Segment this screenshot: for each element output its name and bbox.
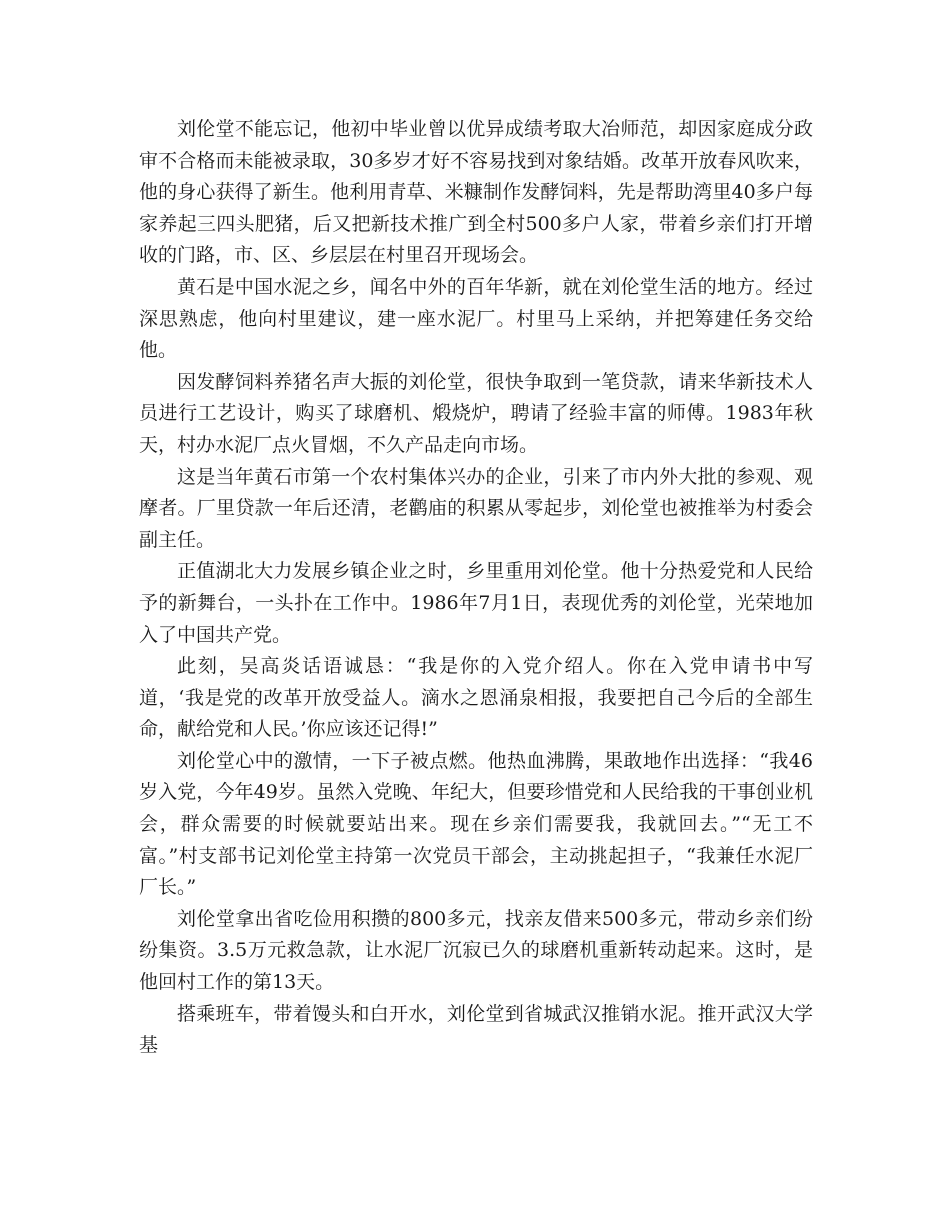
article-body <box>139 114 813 1062</box>
paragraph-3: 因发酵饲料养猪名声大振的刘伦堂，很快争取到一笔贷款，请来华新技术人员进行工艺设计，购买了球磨机、煅烧炉，聘请了经验丰富的师傅。1983年秋天，村办水泥厂点火冒烟，不久产品走向市场。 <box>139 370 813 456</box>
paragraph-2: 黄石是中国水泥之乡，闻名中外的百年华新，就在刘伦堂生活的地方。经过深思熟虑，他向村里建议，建一座水泥厂。村里马上采纳，并把筹建任务交给他。 <box>139 275 813 362</box>
paragraph-9: 搭乘班车，带着馒头和白开水，刘伦堂到省城武汉推销水泥。推开武汉大学基 <box>139 1002 813 1057</box>
paragraph-6: 此刻，吴高炎话语诚恳：“我是你的入党介绍人。你在入党申请书中写道，‘我是党的改革开放受益人。滴水之恩涌泉相报，我要把自己今后的全部生命，献给党和人民。’你应该还记得!” <box>139 655 813 741</box>
paragraph-7: 刘伦堂心中的激情，一下子被点燃。他热血沸腾，果敢地作出选择：“我46岁入党，今年49岁。虽然入党晚、年纪大，但要珍惜党和人民给我的干事创业机会，群众需要的时候就要站出来。现在乡亲们需要我，我就回去。”“无工不富。”村支部书记刘伦堂主持第一次党员干部会，主动挑起担子，“我兼任水泥厂厂长。” <box>139 749 813 899</box>
paragraph-4: 这是当年黄石市第一个农村集体兴办的企业，引来了市内外大批的参观、观摩者。厂里贷款一年后还清，老鹳庙的积累从零起步，刘伦堂也被推举为村委会副主任。 <box>139 465 813 551</box>
paragraph-5: 正值湖北大力发展乡镇企业之时，乡里重用刘伦堂。他十分热爱党和人民给予的新舞台，一头扑在工作中。1986年7月1日，表现优秀的刘伦堂，光荣地加入了中国共产党。 <box>139 560 813 646</box>
paragraph-8: 刘伦堂拿出省吃俭用积攒的800多元，找亲友借来500多元，带动乡亲们纷纷集资。3.5万元救急款，让水泥厂沉寂已久的球磨机重新转动起来。这时，是他回村工作的第13天。 <box>139 907 813 994</box>
paragraph-1: 刘伦堂不能忘记，他初中毕业曾以优异成绩考取大冶师范，却因家庭成分政审不合格而未能被录取，30多岁才好不容易找到对象结婚。改革开放春风吹来，他的身心获得了新生。他利用青草、米糠制作发酵饲料，先是帮助湾里40多户每家养起三四头肥猪，后又把新技术推广到全村500多户人家，带着乡亲们打开增收的门路，市、区、乡层层在村里召开现场会。 <box>139 118 813 267</box>
